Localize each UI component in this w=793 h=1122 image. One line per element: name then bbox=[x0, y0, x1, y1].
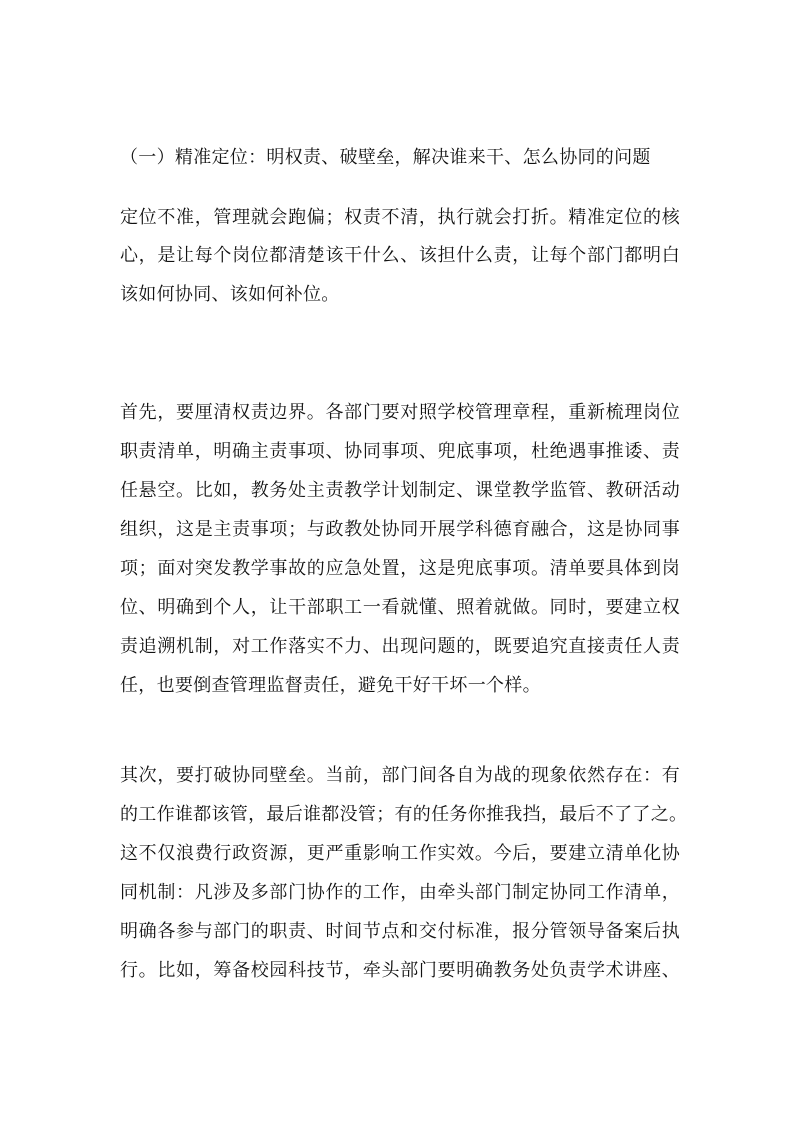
paragraph-line: 组织，这是主责事项；与政教处协同开展学科德育融合，这是协同事 bbox=[120, 519, 680, 540]
paragraph-line: 位、明确到个人，让干部职工一看就懂、照着就做。同时，要建立权 bbox=[120, 597, 680, 618]
paragraph-line: 项；面对突发教学事故的应急处置，这是兜底事项。清单要具体到岗 bbox=[120, 558, 680, 579]
paragraph-line: 该如何协同、该如何补位。 bbox=[120, 284, 340, 305]
section-heading: （一）精准定位：明权责、破壁垒，解决谁来干、怎么协同的问题 bbox=[120, 147, 651, 168]
paragraph-line: 心，是让每个岗位都清楚该干什么、该担什么责，让每个部门都明白 bbox=[120, 245, 680, 266]
paragraph-line: 职责清单，明确主责事项、协同事项、兜底事项，杜绝遇事推诿、责 bbox=[120, 441, 680, 462]
paragraph-line: 行。比如，筹备校园科技节，牵头部门要明确教务处负责学术讲座、 bbox=[120, 960, 680, 981]
paragraph-line: 任悬空。比如，教务处主责教学计划制定、课堂教学监管、教研活动 bbox=[120, 480, 680, 501]
paragraph-line: 任，也要倒查管理监督责任，避免干好干坏一个样。 bbox=[120, 675, 541, 696]
paragraph-line: 首先，要厘清权责边界。各部门要对照学校管理章程，重新梳理岗位 bbox=[120, 402, 680, 423]
paragraph-line: 明确各参与部门的职责、时间节点和交付标准，报分管领导备案后执 bbox=[120, 921, 680, 942]
paragraph-line: 定位不准，管理就会跑偏；权责不清，执行就会打折。精准定位的核 bbox=[120, 207, 680, 228]
paragraph-line: 这不仅浪费行政资源，更严重影响工作实效。今后，要建立清单化协 bbox=[120, 843, 680, 864]
paragraph-line: 同机制：凡涉及多部门协作的工作，由牵头部门制定协同工作清单， bbox=[120, 882, 680, 903]
paragraph-line: 的工作谁都该管，最后谁都没管；有的任务你推我挡，最后不了了之。 bbox=[120, 804, 688, 825]
paragraph-line: 其次，要打破协同壁垒。当前，部门间各自为战的现象依然存在：有 bbox=[120, 765, 680, 786]
paragraph-line: 责追溯机制，对工作落实不力、出现问题的，既要追究直接责任人责 bbox=[120, 636, 680, 657]
